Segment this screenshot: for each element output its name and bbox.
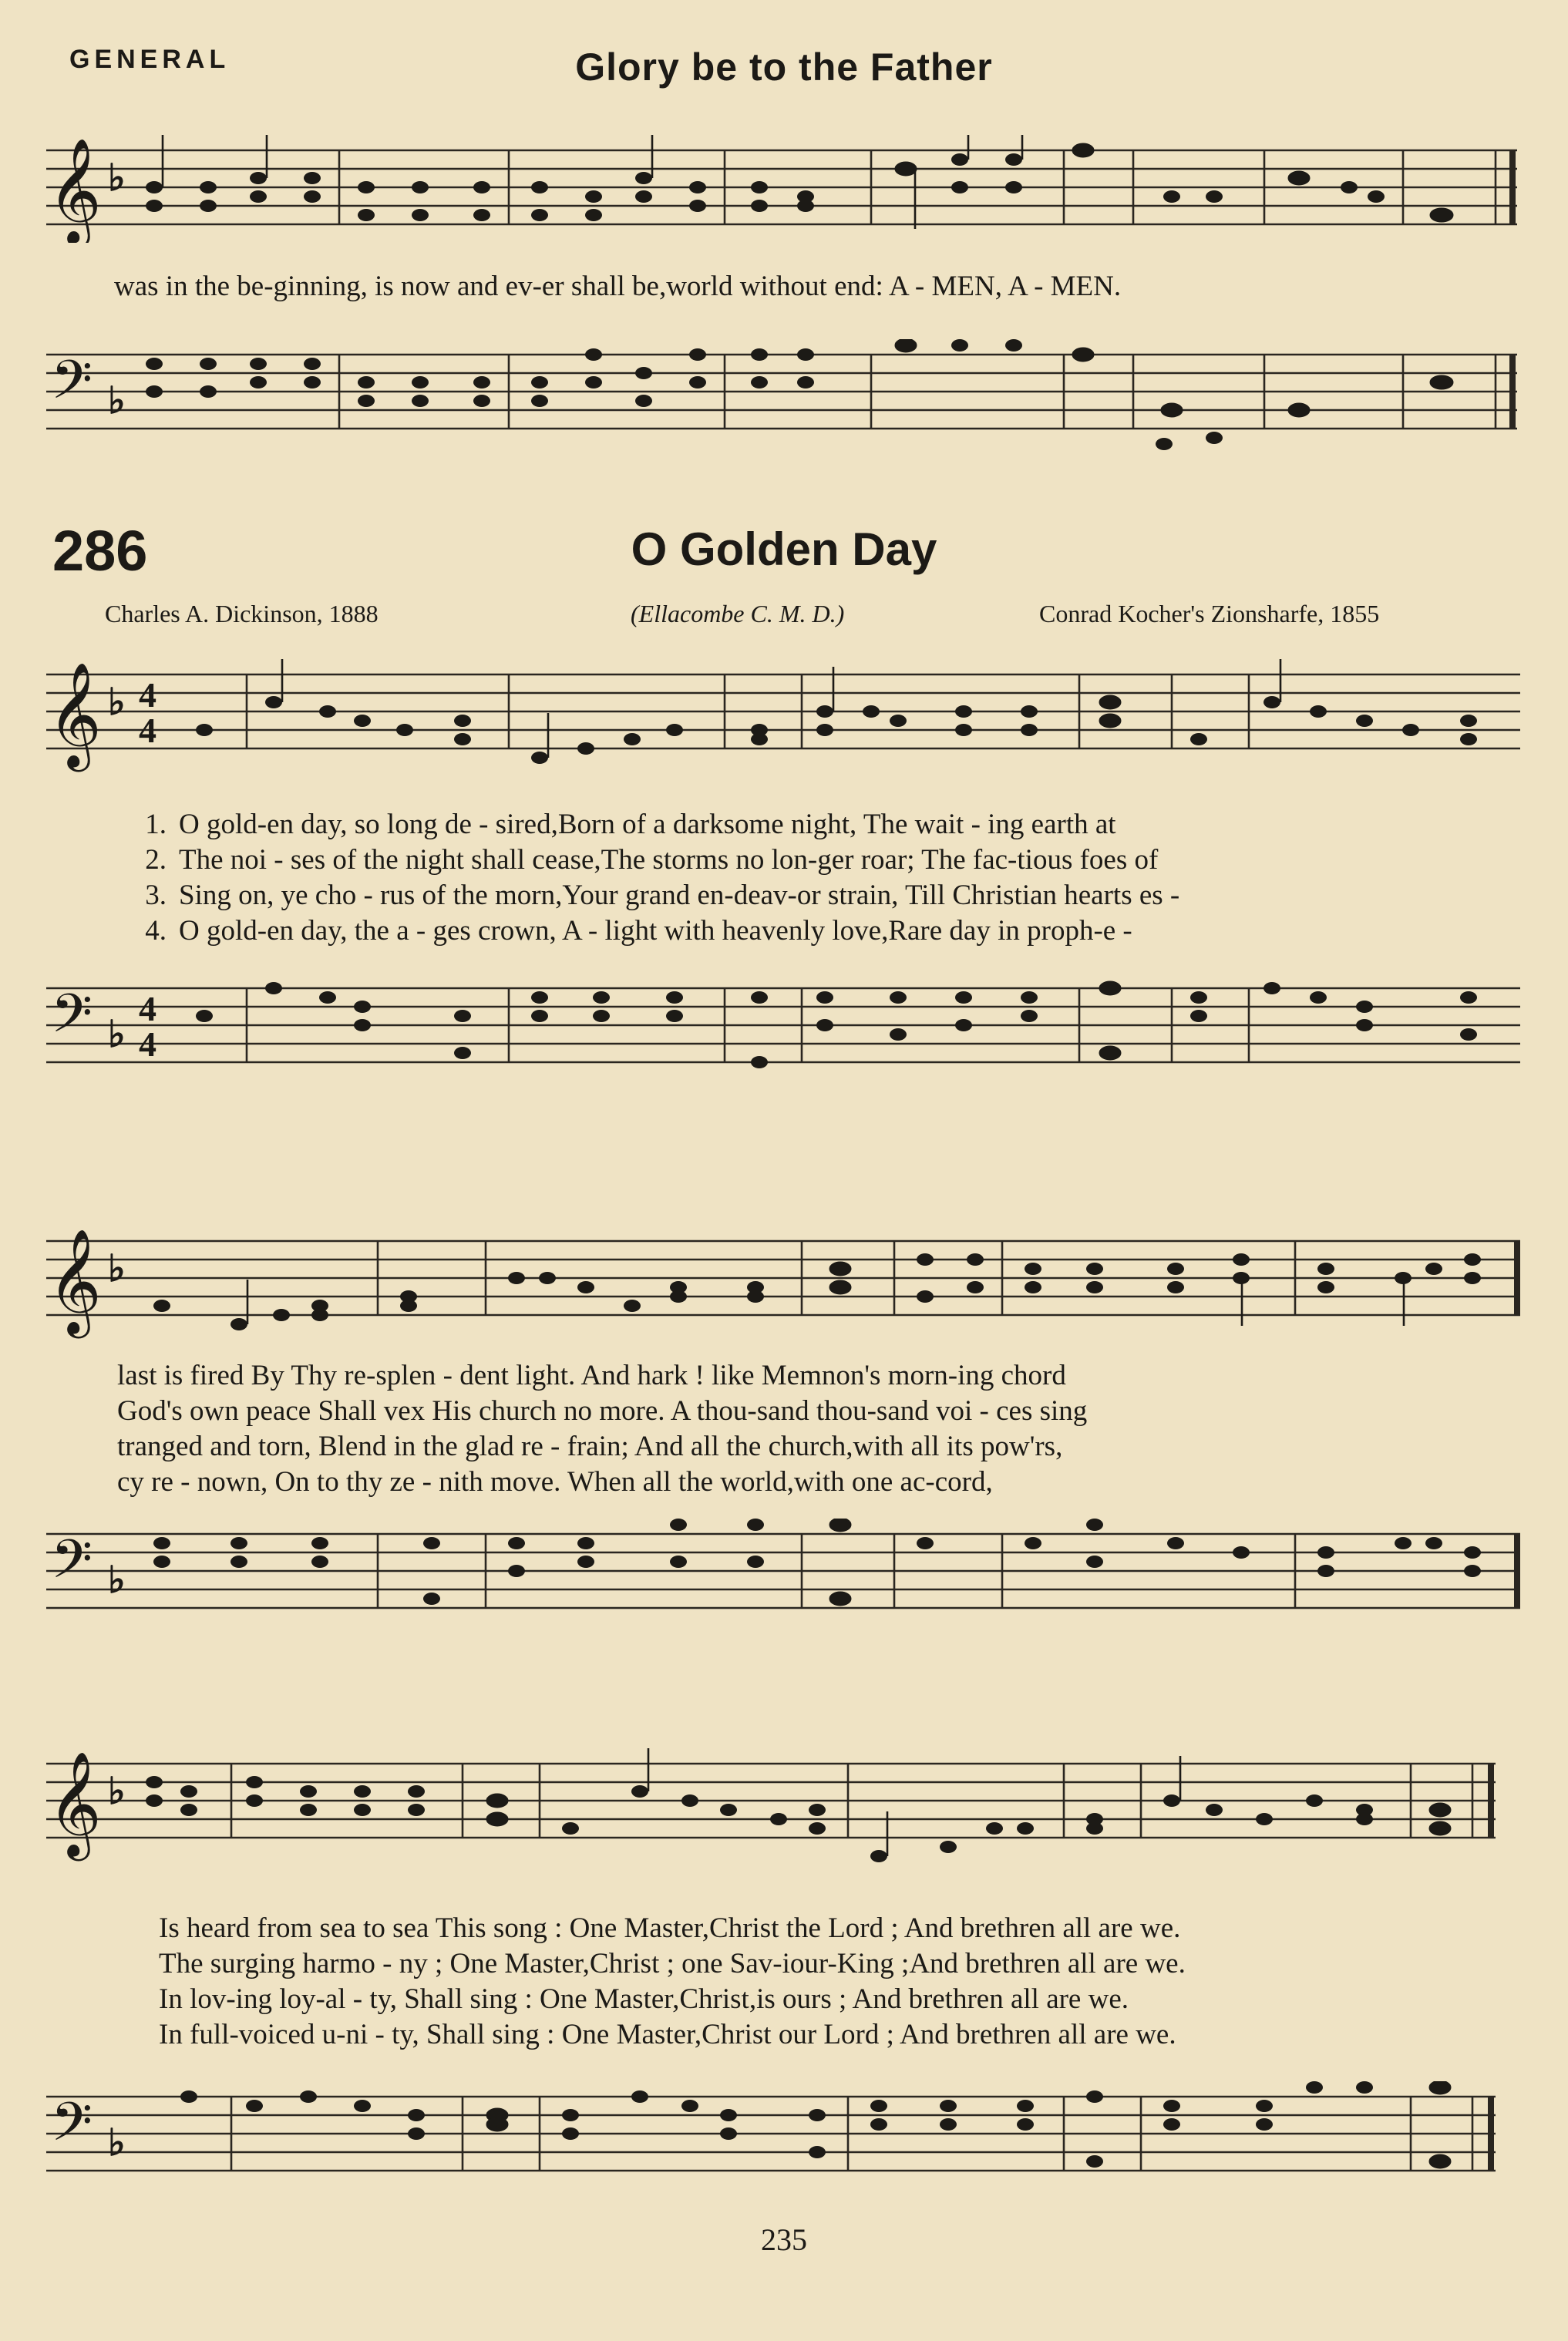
bass-clef-icon: 𝄢 (51, 1528, 93, 1603)
verse-number: 1. (145, 809, 167, 840)
treble-clef-icon: 𝄞 (48, 1227, 102, 1334)
bass-clef-icon: 𝄢 (51, 348, 93, 424)
key-flat-icon: ♭ (108, 1014, 126, 1055)
system-1-verse-2 (123, 843, 1158, 877)
system-1-verse-1 (123, 808, 1116, 842)
bass-clef-icon: 𝄢 (51, 2090, 93, 2166)
gloria-lyrics: was in the be-ginning, is now and ev-er shall be,world without end: A - MEN, A - MEN. (114, 271, 1122, 302)
system-3-treble-staff (0, 1748, 1568, 1902)
verse-text: O gold-en day, so long de - sired,Born of a darksome night, The wait - ing earth at (179, 809, 1116, 840)
key-flat-icon: ♭ (108, 1560, 126, 1601)
system-3-verse-1: Is heard from sea to sea This song : One Master,Christ the Lord ; And brethren all are we. (159, 1912, 1181, 1944)
system-2-verse-4: cy re - nown, On to thy ze - nith move. When all the world,with one ac-cord, (117, 1466, 993, 1498)
gloria-treble-staff (0, 135, 1568, 243)
hymn-tune: (Ellacombe C. M. D.) (631, 600, 845, 627)
staff-lines (46, 988, 1520, 1062)
notes (146, 339, 1452, 450)
system-3-verse-4: In full-voiced u-ni - ty, Shall sing : One Master,Christ our Lord ; And brethren all are we. (159, 2019, 1176, 2050)
verse-text: O gold-en day, the a - ges crown, A - light with heavenly love,Rare day in proph-e - (179, 915, 1132, 947)
hymn-author: Charles A. Dickinson, 1888 (105, 600, 379, 627)
treble-clef-icon: 𝄞 (48, 661, 102, 767)
page-number: 235 (761, 2222, 807, 2257)
system-1-verse-4 (123, 914, 1132, 948)
time-signature: 4 (139, 989, 156, 1028)
key-flat-icon: ♭ (108, 2123, 126, 2164)
gloria-title: Glory be to the Father (575, 45, 993, 89)
notes (153, 1519, 1481, 1605)
notes (146, 144, 1452, 221)
bass-clef-icon: 𝄢 (51, 982, 93, 1058)
system-2-treble-staff (0, 1226, 1568, 1380)
key-flat-icon: ♭ (108, 158, 126, 199)
hymn-number: 286 (52, 519, 148, 583)
time-signature: 4 (139, 1024, 156, 1064)
key-flat-icon: ♭ (108, 1249, 126, 1290)
treble-clef-icon: 𝄞 (48, 1750, 102, 1856)
staff-lines (46, 1241, 1520, 1315)
verse-text: Sing on, ye cho - rus of the morn,Your grand en-deav-or strain, Till Christian hearts es - (179, 880, 1180, 911)
staff-lines (46, 2097, 1496, 2171)
verse-number: 4. (145, 915, 167, 947)
hymn-composer: Conrad Kocher's Zionsharfe, 1855 (1039, 600, 1380, 627)
treble-clef-icon: 𝄞 (48, 136, 102, 243)
system-1-bass-staff (0, 973, 1568, 1104)
stems (247, 1278, 1404, 1326)
gloria-bass-staff (0, 339, 1568, 462)
hymn-title: O Golden Day (631, 523, 937, 575)
time-signature: 4 (139, 711, 156, 750)
system-2-verse-1: last is fired By Thy re-splen - dent light. And hark ! like Memnon's morn-ing chord (117, 1360, 1066, 1391)
system-2-verse-2: God's own peace Shall vex His church no more. A thou-sand thou-sand voi - ces sing (117, 1395, 1088, 1427)
verse-number: 3. (145, 880, 167, 911)
staff-lines (46, 1534, 1520, 1608)
key-flat-icon: ♭ (108, 682, 126, 723)
section-label: GENERAL (69, 45, 230, 74)
staff-lines (46, 355, 1517, 429)
time-signature: 4 (139, 675, 156, 715)
system-1-verse-3 (123, 879, 1179, 913)
system-1-treble-staff (0, 659, 1568, 813)
key-flat-icon: ♭ (108, 1771, 126, 1812)
system-3-verse-2: The surging harmo - ny ; One Master,Christ ; one Sav-iour-King ;And brethren all are we. (159, 1948, 1186, 1979)
staff-lines (46, 674, 1520, 748)
notes (180, 2081, 1450, 2168)
verse-number: 2. (145, 844, 167, 876)
system-2-verse-3: tranged and torn, Blend in the glad re - frain; And all the church,with all its pow'rs, (117, 1431, 1063, 1462)
system-3-bass-staff (0, 2081, 1568, 2212)
key-flat-icon: ♭ (108, 381, 126, 422)
verse-text: The noi - ses of the night shall cease,The storms no lon-ger roar; The fac-tious foes of (179, 844, 1159, 876)
notes (153, 1253, 1481, 1330)
system-2-bass-staff (0, 1519, 1568, 1650)
system-3-verse-3: In lov-ing loy-al - ty, Shall sing : One Master,Christ,is ours ; And brethren all are we. (159, 1983, 1129, 2015)
staff-lines (46, 1764, 1496, 1838)
